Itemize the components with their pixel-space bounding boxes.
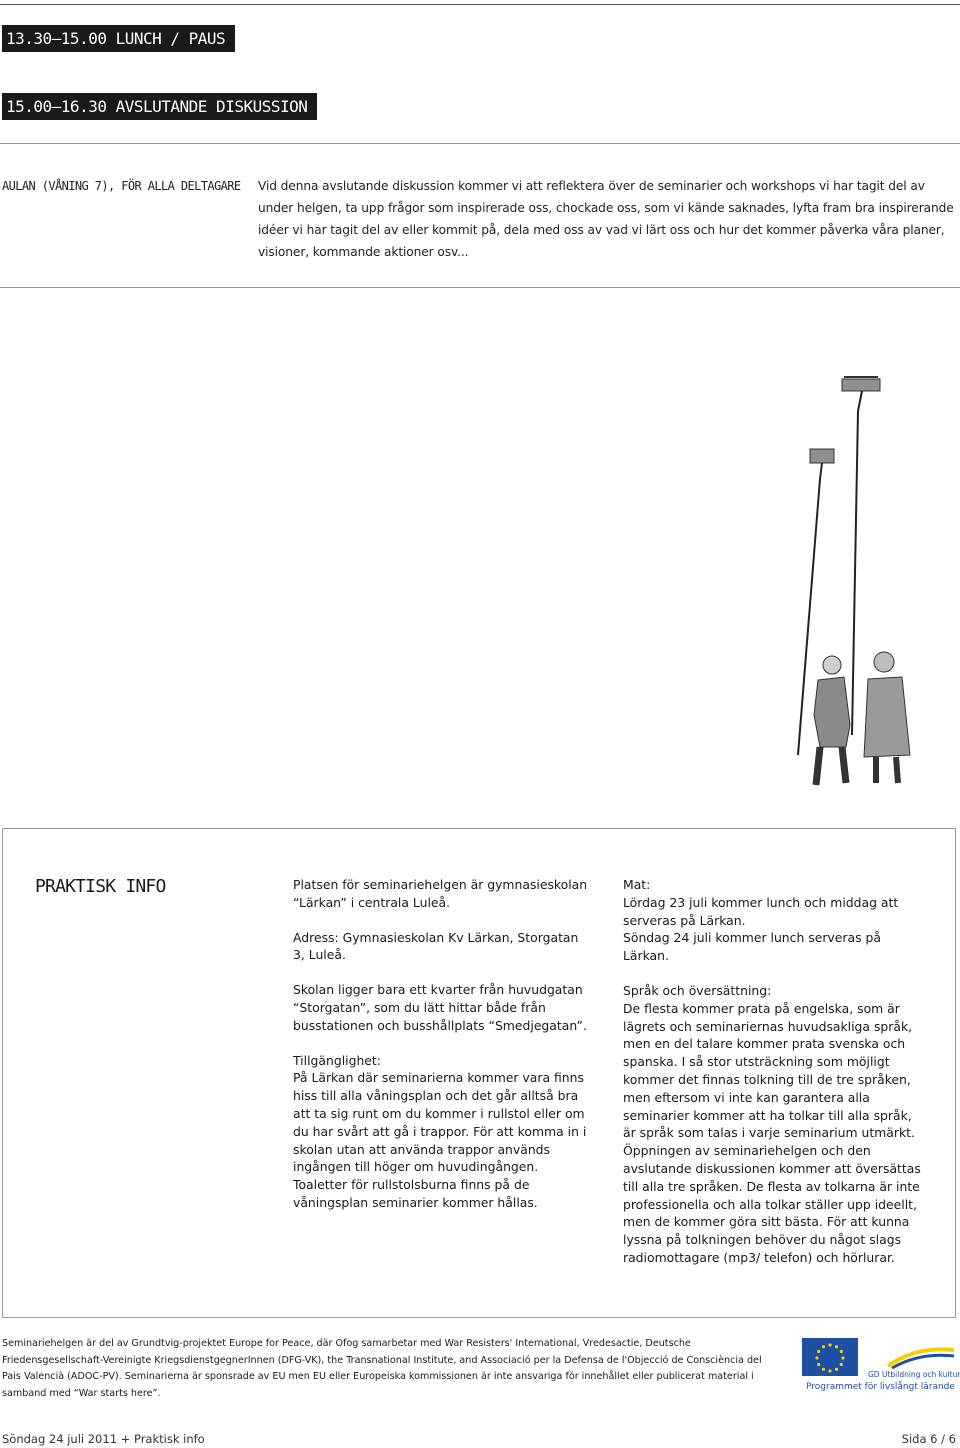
language-text: De flesta kommer prata på engelska, som är lägrets och seminariernas huvudsakliga språk, men en del talare kommer prata svenska och spanska. I så stor utsträckning som möjligt kommer det finnas tolkning till de tre språken, men eftersom vi inte kan garantera alla seminarier kommer att ha tolkar till alla språk, är språk som talas i varje seminarium utmärkt. Öppningen av seminariehelgen och den avslutande diskussionen kommer att översättas till alla tre språken. De flesta av tolkarna är inte professionella och alla tolkar ställer upp ideellt, men de kommer göra sitt bästa. För att kunna lyssna på tolkningen behöver du något slags radiomottagare (mp3/ telefon) och hörlurar. — [623, 1000, 921, 1265]
practical-info-title: PRAKTISK INFO — [35, 876, 166, 897]
practical-info-left-column — [293, 876, 593, 1229]
section-divider-2 — [0, 287, 960, 288]
language-section — [623, 982, 923, 1267]
food-saturday-text: Lördag 23 juli kommer lunch och middag att serveras på Lärkan. — [623, 894, 899, 928]
accessibility-section — [293, 1052, 593, 1212]
eu-logo-block — [802, 1338, 958, 1396]
address-text: Adress: Gymnasieskolan Kv Lärkan, Storgatan 3, Luleå. — [293, 929, 579, 963]
food-section — [623, 876, 923, 965]
lifelong-learning-swoosh-icon — [886, 1344, 956, 1370]
session-location: AULAN (VÅNING 7), FÖR ALLA DELTAGARE — [2, 179, 241, 193]
session-description: Vid denna avslutande diskussion kommer vi att reflektera över de seminarier och workshops vi har tagit del av under helgen, ta upp frågor som inspirerade oss, chockade oss, som vi kände saknades, lyfta fram bra inspirerande idéer vi har tagit del av eller kommit på, dela med oss av vad vi lärt oss och hur det kommer påverka våra planer, visioner, kommande aktioner osv... — [258, 179, 954, 259]
page-number: Sida 6 / 6 — [901, 1432, 956, 1446]
accessibility-heading: Tillgänglighet: — [293, 1052, 381, 1068]
schedule-lunch-label: 13.30–15.00 LUNCH / PAUS — [2, 25, 235, 52]
food-sunday-text: Söndag 24 juli kommer lunch serveras på Lärkan. — [623, 930, 881, 964]
painters-with-rollers-illustration — [780, 375, 960, 815]
venue-text: Platsen för seminariehelgen är gymnasieskolan “Lärkan” i centrala Luleå. — [293, 877, 588, 910]
accessibility-text: På Lärkan där seminarierna kommer vara finns hiss till alla våningsplan och det går alltså bra att ta sig runt om du kommer i rullstol eller om du har svårt att gå i trappor. För att komma in i skolan utan att använda trappor används ingången till höger om huvudingången. Toaletter för rullstolsburna finns på de våningsplan seminarier kommer hållas. — [293, 1070, 587, 1210]
language-heading: Språk och översättning: — [623, 982, 772, 998]
eu-flag-icon — [802, 1338, 858, 1376]
directions-text: Skolan ligger bara ett kvarter från huvudgatan “Storgatan”, som du lätt hittar både från busstationen och busshållplats “Smedjegatan”. — [293, 982, 587, 1033]
schedule-discussion-label: 15.00–16.30 AVSLUTANDE DISKUSSION — [2, 93, 317, 120]
practical-info-right-column — [623, 876, 923, 1284]
top-divider — [0, 4, 960, 5]
food-heading: Mat: — [623, 877, 651, 892]
logo-line-2: Programmet för livslångt lärande — [806, 1382, 955, 1392]
page-footer-title: Söndag 24 juli 2011 + Praktisk info — [2, 1432, 205, 1446]
section-divider — [0, 143, 960, 144]
logo-line-1: GD Utbildning och kultur — [868, 1370, 960, 1379]
footer-credits: Seminariehelgen är del av Grundtvig-projektet Europe for Peace, där Ofog samarbetar med War Resisters' International, Vredesactie, Deutsche Friedensgesellschaft-Vereinigte KriegsdienstgegnerInnen (DFG-VK), the Transnational Institute, and Associació per la Defensa de l'Objecció de Consciència del Pais Valencià (ADOC-PV). Seminarierna är sponsrade av EU men EU eller Europeiska kommissionen är inte ansvariga för innehållet eller publicerat material i samband med “War starts here”. — [2, 1338, 762, 1399]
